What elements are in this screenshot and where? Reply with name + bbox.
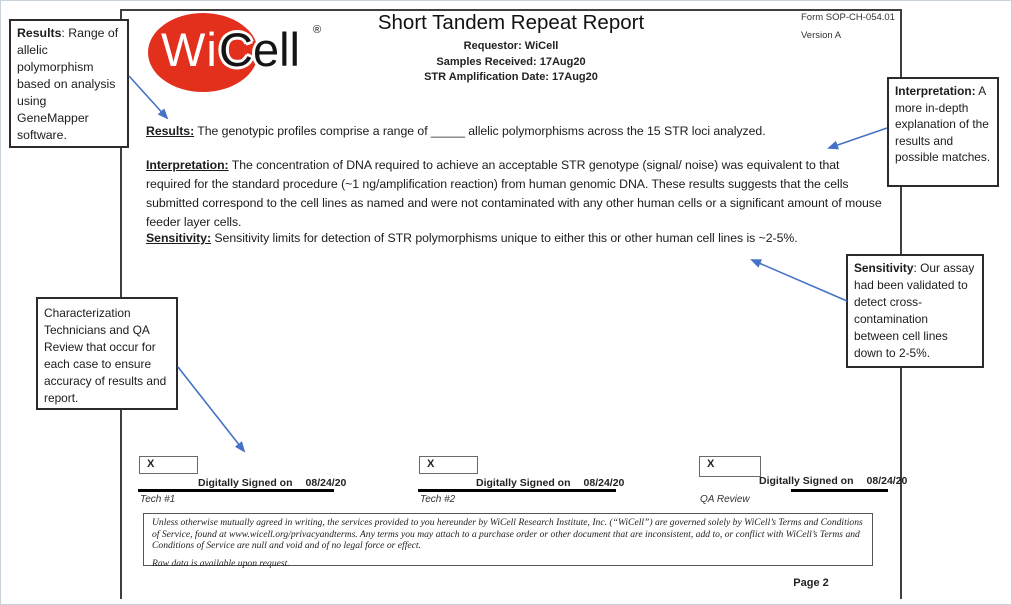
characterization-callout-text: Characterization Technicians and QA Review that occur for each case to ensure accuracy of results and report. <box>44 306 167 405</box>
results-text: The genotypic profiles comprise a range of _____ allelic polymorphisms across the 15 STR loci analyzed. <box>194 124 766 138</box>
report-page <box>120 9 902 599</box>
results-callout-lead: Results <box>17 26 62 40</box>
signed-date: 08/24/20 <box>866 475 908 487</box>
signature-block-qa-review <box>698 456 908 505</box>
signed-label: Digitally Signed on <box>476 477 571 489</box>
digitally-signed-line <box>759 475 907 487</box>
signed-date: 08/24/20 <box>305 477 347 489</box>
characterization-callout-box <box>36 297 178 410</box>
report-header-meta <box>120 39 902 86</box>
logo-text-wi: Wi <box>161 23 218 76</box>
registered-trademark-symbol: ® <box>313 24 322 36</box>
signature-role: Tech #1 <box>140 494 176 505</box>
digitally-signed-line <box>198 477 346 489</box>
interpretation-callout-text: A more in-depth explanation of the results and possible matches. <box>895 84 991 164</box>
signed-label: Digitally Signed on <box>198 477 293 489</box>
interpretation-paragraph <box>146 156 886 232</box>
samples-received-line: Samples Received: 17Aug20 <box>436 55 586 68</box>
legal-terms-box <box>143 513 873 569</box>
signed-label: Digitally Signed on <box>759 475 854 487</box>
page-number: Page 2 <box>793 577 829 589</box>
sensitivity-callout-box <box>846 254 984 368</box>
sensitivity-text: Sensitivity limits for detection of STR polymorphisms unique to either this or other human cell lines is ~2-5%. <box>211 231 798 245</box>
signature-role: Tech #2 <box>420 494 456 505</box>
logo-text-cell: Cell <box>219 23 300 76</box>
interpretation-callout-lead: Interpretation: <box>895 84 976 98</box>
signature-x-field[interactable]: X <box>139 456 198 474</box>
interpretation-text: The concentration of DNA required to achieve an acceptable STR genotype (signal/ noise) was equivalent to that required for the standard procedure (~1 ng/amplification reaction) from human genomic DNA. These results suggests that the cells submitted correspond to the cell lines as named and were not contaminated with any other human cells or a significant amount of mouse feeder layer cells. <box>146 158 882 229</box>
sensitivity-paragraph <box>146 229 886 248</box>
signature-block-tech2 <box>418 456 625 505</box>
results-callout-text: : Range of allelic polymorphism based on analysis using GeneMapper software. <box>17 26 119 142</box>
requestor-line: Requestor: WiCell <box>463 40 559 52</box>
legal-terms-text: Unless otherwise mutually agreed in writing, the services provided to you hereunder by WiCell Research Institute, Inc. (“WiCell”) are governed solely by WiCell’s Terms and Conditions of Service, found at www.wicell.org/privacyandterms. Any terms you may attach to a purchase order or other document that are inconsistent, add to, or conflict with WiCell’s Terms and Conditions of Service are null and void and of no legal force or effect. <box>152 517 863 552</box>
amplification-date-line: STR Amplification Date: 17Aug20 <box>424 71 598 83</box>
results-callout-box <box>9 19 129 148</box>
sensitivity-callout-lead: Sensitivity <box>854 261 914 275</box>
signed-date: 08/24/20 <box>583 477 625 489</box>
signature-x-field[interactable]: X <box>419 456 478 474</box>
interpretation-callout-box <box>887 77 999 187</box>
raw-data-note: Raw data is available upon request. <box>152 557 290 569</box>
interpretation-label: Interpretation: <box>146 158 229 172</box>
results-paragraph <box>146 122 886 141</box>
signature-line <box>138 489 334 492</box>
signature-line <box>791 489 888 492</box>
sensitivity-callout-text: : Our assay had been validated to detect cross-contamination between cell lines down to 2-5%. <box>854 261 975 360</box>
signature-role: QA Review <box>700 494 750 505</box>
sensitivity-label: Sensitivity: <box>146 231 212 245</box>
signature-x-field[interactable]: X <box>699 456 761 477</box>
signature-line <box>418 489 616 492</box>
report-title: Short Tandem Repeat Report <box>377 11 645 34</box>
form-version: Version A <box>801 30 842 41</box>
form-number: Form SOP-CH-054.01 <box>801 12 895 23</box>
signature-block-tech1 <box>138 456 347 505</box>
results-label: Results: <box>146 124 195 138</box>
digitally-signed-line <box>476 477 624 489</box>
